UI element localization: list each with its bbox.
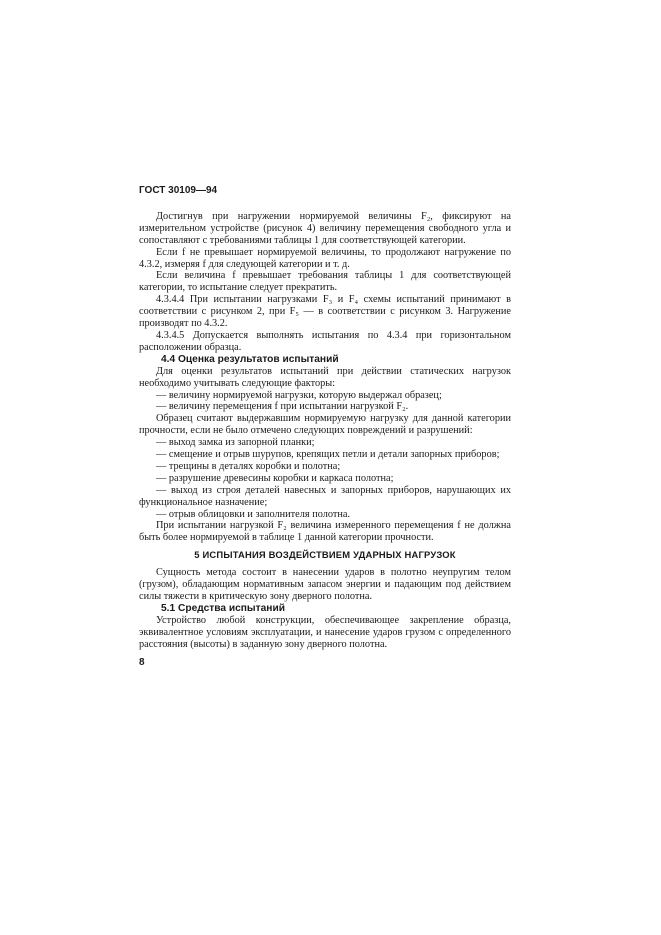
- paragraph: Если f не превышает нормируемой величины, то продолжают нагружение по 4.3.2, измеряя f для следующей категории и т. д.: [139, 246, 511, 270]
- paragraph: Сущность метода состоит в нанесении ударов в полотно неупругим телом (грузом), обладающим нормативным запасом энергии и падающим под действием силы тяжести в критическую зону дверного полотна.: [139, 567, 511, 602]
- paragraph: При испытании нагрузкой F₂ величина измеренного перемещения f не должна быть более нормируемой в таблице 1 данной категории прочности.: [139, 520, 511, 544]
- paragraph: Для оценки результатов испытаний при действии статических нагрузок необходимо учитывать следующие факторы:: [139, 365, 511, 389]
- document-header: ГОСТ 30109—94: [139, 185, 218, 196]
- document-page: [139, 185, 511, 668]
- list-item: — выход из строя деталей навесных и запорных приборов, нарушающих их функциональное назначение;: [139, 484, 511, 508]
- list-item: — отрыв облицовки и заполнителя полотна.: [156, 508, 351, 520]
- list-item: — разрушение древесины коробки и каркаса полотна;: [156, 472, 394, 484]
- list-item: — величину перемещения f при испытании нагрузкой F₂.: [156, 401, 409, 413]
- section-heading: 4.4 Оценка результатов испытаний: [161, 353, 339, 365]
- page-number: 8: [139, 656, 145, 668]
- list-item: — трещины в деталях коробки и полотна;: [156, 460, 341, 472]
- paragraph: Если величина f превышает требования таблицы 1 для соответствующей категории, то испытание следует прекратить.: [139, 270, 511, 294]
- list-item: — выход замка из запорной планки;: [156, 437, 315, 449]
- subsection-heading: 5.1 Средства испытаний: [161, 602, 285, 614]
- paragraph: 4.3.4.5 Допускается выполнять испытания по 4.3.4 при горизонтальном расположении образца.: [139, 329, 511, 353]
- paragraph: Достигнув при нагружении нормируемой величины F₂, фиксируют на измерительном устройстве (рисунок 4) величину перемещения свободного угла и сопоставляют с требованиями таблицы 1 для соответствующей категории.: [139, 210, 511, 246]
- paragraph: Образец считают выдержавшим нормируемую нагрузку для данной категории прочности, если не было отмечено следующих повреждений и разрушений:: [139, 413, 511, 437]
- list-item: — смещение и отрыв шурупов, крепящих петли и детали запорных приборов;: [156, 449, 500, 461]
- paragraph: 4.3.4.4 При испытании нагрузками F₃ и F₄ схемы испытаний принимают в соответствии с рисунком 2, при F₅ — в соответствии с рисунком 3. Нагружение производят по 4.3.2.: [139, 294, 511, 330]
- section-heading: 5 ИСПЫТАНИЯ ВОЗДЕЙСТВИЕМ УДАРНЫХ НАГРУЗОК: [194, 549, 456, 561]
- paragraph: Устройство любой конструкции, обеспечивающее закрепление образца, эквивалентное условиям эксплуатации, и нанесение ударов грузом с определенного расстояния (высоты) в заданную зону дверного полотна.: [139, 614, 511, 650]
- list-item: — величину нормируемой нагрузки, которую выдержал образец;: [156, 389, 442, 401]
